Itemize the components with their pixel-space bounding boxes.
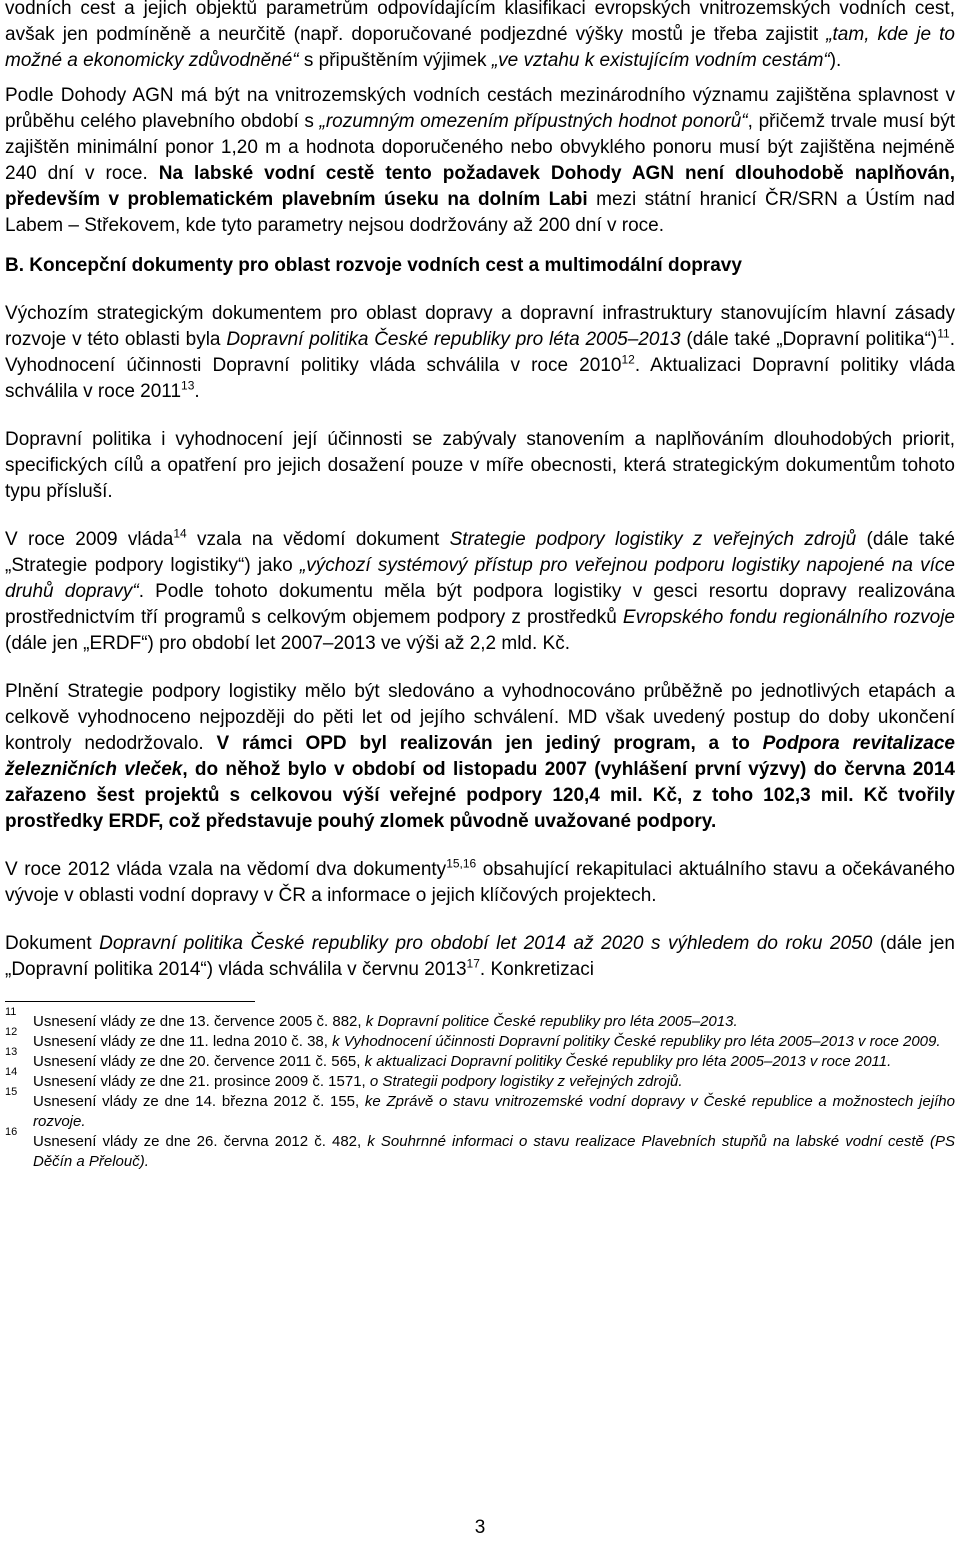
footnote	[5, 1046, 955, 1072]
footnote-text	[33, 1072, 955, 1092]
text-run: k aktualizaci Dopravní politiky České republiky pro léta 2005–2013 v roce 2011.	[364, 1053, 892, 1070]
footnote-reference: 13	[181, 378, 195, 393]
text-run: . Aktualizaci Dopravní politiky vláda schválila v roce 2011	[5, 355, 955, 402]
text-run: , do něhož bylo v období od listopadu 2007 (vyhlášení první výzvy) do června 2014 zařazeno šest projektů s celkovou výší veřejné podpory 120,4 mil. Kč, z toho 102,3 mil. Kč tvořily prostředky ERDF, což představuje pouhý zlomek původně uvažované podpory.	[5, 759, 955, 832]
text-run: Evropského fondu regionálního rozvoje	[622, 607, 955, 628]
footnote-reference: 11	[937, 326, 950, 341]
text-run: Podle Dohody AGN má být na vnitrozemských vodních cestách mezinárodního významu zajištěna splavnost v průběhu celého plavebního období s	[5, 85, 955, 132]
text-run: V rámci OPD byl realizován jen jediný program, a to	[216, 733, 763, 754]
text-run: vodních cest a jejich objektů parametrům odpovídajícím klasifikaci evropských vnitrozemských vodních cest, avšak jen podmíněně a neurčitě (např. doporučované podjezdné výšky mostů je třeba zajistit	[5, 0, 955, 45]
footnote-separator	[5, 1001, 255, 1002]
text-run: Plnění Strategie podpory logistiky mělo být sledováno a vyhodnocováno průběžně po jednotlivých etapách a celkově vyhodnoceno nejpozději do pěti let od jejího schválení. MD však uvedený postup do doby ukončení kontroly nedodržovalo.	[5, 681, 955, 754]
footnote-reference: 17	[466, 956, 480, 971]
text-run: . Konkretizaci	[479, 959, 594, 980]
text-run: Usnesení vlády ze dne 11. ledna 2010 č. 38,	[33, 1033, 333, 1050]
text-run: vzala na vědomí dokument	[186, 529, 450, 550]
text-run: o Strategii podpory logistiky z veřejných zdrojů.	[369, 1073, 683, 1090]
text-run: Podpora revitalizace železničních vleček	[5, 733, 955, 780]
text-run: k Dopravní politice České republiky pro léta 2005–2013.	[365, 1013, 738, 1030]
text-run: „rozumným omezením přípustných hodnot ponorů“	[319, 111, 748, 132]
footnote-text	[33, 1052, 955, 1072]
text-run: .	[194, 381, 200, 402]
text-run: Usnesení vlády ze dne 20. července 2011 č. 565,	[33, 1053, 365, 1070]
footnote	[5, 1066, 955, 1092]
footnote-text	[33, 1012, 955, 1032]
footnote-reference: 14	[173, 526, 187, 541]
text-run: Dopravní politika České republiky pro období let 2014 až 2020 s výhledem do roku 2050	[99, 933, 873, 954]
text-run: „výchozí systémový přístup pro veřejnou podporu logistiky napojené na více druhů dopravy“	[5, 555, 955, 602]
body-text	[5, 0, 955, 983]
paragraph	[5, 527, 955, 657]
paragraph	[5, 931, 955, 983]
text-run: ).	[829, 50, 842, 71]
text-run: V roce 2009 vláda	[5, 529, 174, 550]
text-run: Strategie podpory logistiky z veřejných zdrojů	[449, 529, 857, 550]
text-run: . Vyhodnocení účinnosti Dopravní politiky vláda schválila v roce 2010	[5, 329, 955, 376]
footnote-text	[33, 1032, 955, 1052]
text-run: Na labské vodní cestě tento požadavek Dohody AGN není dlouhodobě naplňován, především v problematickém plavebním úseku na dolním Labi	[5, 163, 956, 210]
footnote	[5, 1026, 955, 1052]
text-run: B. Koncepční dokumenty pro oblast rozvoje vodních cest a multimodální dopravy	[5, 255, 742, 276]
paragraph	[5, 857, 955, 909]
footnote-number: 12	[5, 1026, 18, 1038]
text-run: Výchozím strategickým dokumentem pro oblast dopravy a dopravní infrastruktury stanovujícím hlavní zásady rozvoje v této oblasti byla	[5, 303, 955, 350]
footnote-reference: 15,16	[446, 856, 477, 871]
text-run: „tam, kde je to možné a ekonomicky zdůvodněné“	[5, 24, 955, 71]
text-run: Usnesení vlády ze dne 26. června 2012 č. 482,	[33, 1133, 368, 1150]
text-run: (dále také „Dopravní politika“)	[680, 329, 938, 350]
text-run: k Souhrnné informaci o stavu realizace Plavebních stupňů na labské vodní cestě (PS Děčín a Přelouč).	[33, 1133, 955, 1170]
paragraph	[5, 0, 955, 74]
footnote-number: 13	[5, 1046, 18, 1058]
text-run: (dále také „Strategie podpory logistiky“) jako	[5, 529, 955, 576]
footnote-number: 16	[5, 1126, 18, 1138]
page-number: 3	[474, 1517, 486, 1538]
text-run: (dále jen „Dopravní politika 2014“) vláda schválila v červnu 2013	[5, 933, 955, 980]
footnote	[5, 1126, 955, 1172]
paragraph	[5, 83, 955, 239]
footnote-number: 11	[5, 1006, 17, 1018]
paragraph	[5, 301, 955, 405]
footnote-text	[33, 1092, 955, 1132]
text-run: Usnesení vlády ze dne 14. března 2012 č. 155,	[33, 1093, 365, 1110]
paragraph	[5, 427, 955, 505]
text-run: Usnesení vlády ze dne 21. prosince 2009 č. 1571,	[33, 1073, 370, 1090]
text-run: mezi státní hranicí ČR/SRN a Ústím nad Labem – Střekovem, kde tyto parametry nejsou dodržovány až 200 dní v roce.	[5, 189, 956, 236]
footnote-reference: 12	[621, 352, 635, 367]
footnote-number: 14	[5, 1066, 18, 1078]
section-heading	[5, 253, 955, 279]
text-run: Dokument	[5, 933, 100, 954]
text-run: Dopravní politika i vyhodnocení její účinnosti se zabývaly stanovením a naplňováním dlouhodobých priorit, specifických cílů a opatření pro jejich dosažení pouze v míře obecnosti, která strategickým dokumentům tohoto typu přísluší.	[5, 429, 955, 502]
footnote	[5, 1086, 955, 1132]
text-run: V roce 2012 vláda vzala na vědomí dva dokumenty	[5, 859, 447, 880]
text-run: Dopravní politika České republiky pro léta 2005–2013	[226, 329, 681, 350]
text-run: (dále jen „ERDF“) pro období let 2007–2013 ve výši až 2,2 mld. Kč.	[5, 633, 571, 654]
text-run: , přičemž trvale musí být zajištěn minimální ponor 1,20 m a hodnota doporučeného nebo obvyklého ponoru musí být zajištěna nejméně 240 dní v roce.	[5, 111, 955, 184]
footnotes	[5, 1006, 955, 1172]
text-run: ke Zprávě o stavu vnitrozemské vodní dopravy v České republice a možnostech jejího rozvoje.	[33, 1093, 955, 1130]
footnote-text	[33, 1132, 955, 1172]
footnote-number: 15	[5, 1086, 18, 1098]
text-run: s připuštěním výjimek	[298, 50, 492, 71]
text-run: obsahující rekapitulaci aktuálního stavu a očekávaného vývoje v oblasti vodní dopravy v ČR a informace o jejich klíčových projektech.	[5, 859, 955, 906]
text-run: „ve vztahu k existujícím vodním cestám“	[491, 50, 830, 71]
text-run: k Vyhodnocení účinnosti Dopravní politiky České republiky pro léta 2005–2013 v roce 2009.	[332, 1033, 941, 1050]
text-run: Usnesení vlády ze dne 13. července 2005 č. 882,	[33, 1013, 366, 1030]
footnote	[5, 1006, 955, 1032]
paragraph	[5, 679, 955, 835]
text-run: . Podle tohoto dokumentu měla být podpora logistiky v gesci resortu dopravy realizována prostřednictvím tří programů s celkovým objemem podpory z prostředků	[5, 581, 955, 628]
